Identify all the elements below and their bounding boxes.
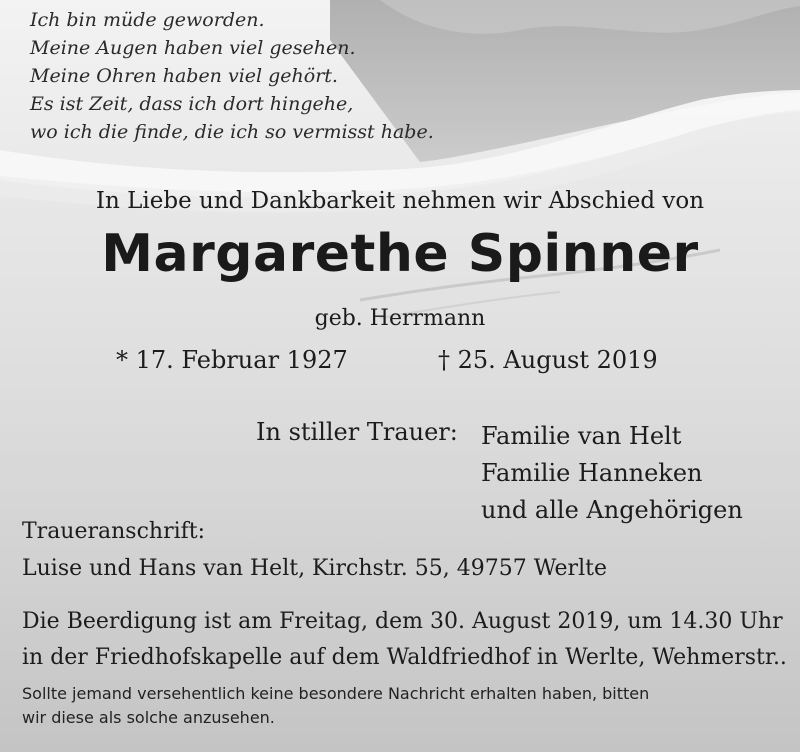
poem-line: Ich bin müde geworden. xyxy=(30,9,265,31)
address-value: Luise und Hans van Helt, Kirchstr. 55, 49757 Werlte xyxy=(22,556,607,581)
death-date: † 25. August 2019 xyxy=(438,346,658,374)
mourner-entry: Familie van Helt xyxy=(481,422,682,450)
poem-line: Meine Ohren haben viel gehört. xyxy=(30,65,338,87)
intro-text: In Liebe und Dankbarkeit nehmen wir Abschied von xyxy=(95,188,705,214)
mourners-list xyxy=(481,418,743,529)
notification-note xyxy=(22,682,649,730)
poem-line: wo ich die finde, die ich so vermisst habe. xyxy=(30,121,434,143)
note-line: Sollte jemand versehentlich keine besondere Nachricht erhalten haben, bitten xyxy=(22,684,650,703)
poem xyxy=(30,6,434,146)
mourner-entry: Familie Hanneken xyxy=(481,459,703,487)
mourning-label: In stiller Trauer: xyxy=(256,418,458,446)
deceased-name: Margarethe Spinner xyxy=(101,224,699,284)
funeral-line: Die Beerdigung ist am Freitag, dem 30. August 2019, um 14.30 Uhr xyxy=(22,609,783,634)
mourner-entry: und alle Angehörigen xyxy=(481,496,743,524)
funeral-info xyxy=(22,604,787,676)
birth-date: * 17. Februar 1927 xyxy=(116,346,348,374)
poem-line: Es ist Zeit, dass ich dort hingehe, xyxy=(30,93,354,115)
maiden-name: geb. Herrmann xyxy=(314,306,486,331)
funeral-line: in der Friedhofskapelle auf dem Waldfriedhof in Werlte, Wehmerstr.. xyxy=(22,645,787,670)
address-label: Traueranschrift: xyxy=(22,519,206,544)
poem-line: Meine Augen haben viel gesehen. xyxy=(30,37,356,59)
note-line: wir diese als solche anzusehen. xyxy=(22,708,275,727)
